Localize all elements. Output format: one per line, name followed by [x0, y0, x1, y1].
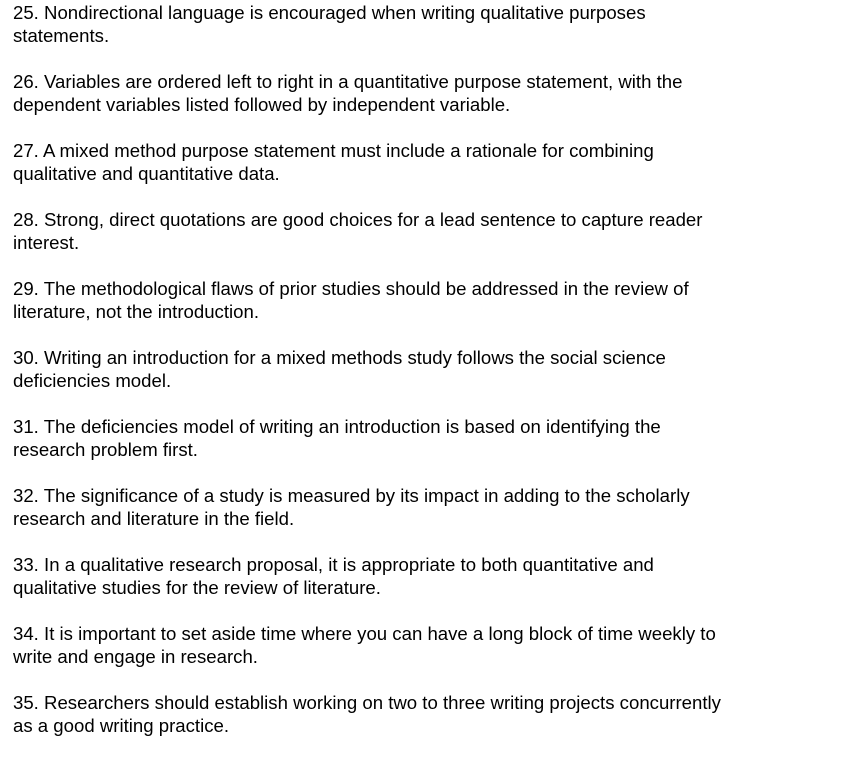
- question-item: [13, 622, 813, 668]
- question-text-continued: write and engage in research.: [13, 646, 258, 667]
- question-text: It is important to set aside time where you can have a long block of time weekly to: [44, 623, 716, 644]
- question-text: The significance of a study is measured by its impact in adding to the scholarly: [43, 485, 690, 506]
- question-item: [13, 553, 813, 599]
- question-item: [13, 277, 813, 323]
- question-text-continued: qualitative studies for the review of literature.: [13, 577, 381, 598]
- question-list: [13, 1, 813, 760]
- question-text-continued: research and literature in the field.: [13, 508, 295, 529]
- question-number: 30.: [13, 347, 39, 368]
- question-number: 27.: [13, 140, 39, 161]
- question-text: The methodological flaws of prior studies should be addressed in the review of: [43, 278, 689, 299]
- question-item: [13, 691, 813, 737]
- question-text-continued: statements.: [13, 25, 110, 46]
- question-item: [13, 346, 813, 392]
- question-text: Writing an introduction for a mixed methods study follows the social science: [44, 347, 666, 368]
- question-text-continued: deficiencies model.: [13, 370, 172, 391]
- question-item: [13, 70, 813, 116]
- question-text: A mixed method purpose statement must include a rationale for combining: [43, 140, 654, 161]
- question-number: 28.: [13, 209, 39, 230]
- question-number: 29.: [13, 278, 39, 299]
- question-text: Strong, direct quotations are good choices for a lead sentence to capture reader: [44, 209, 703, 230]
- question-text: Variables are ordered left to right in a quantitative purpose statement, with the: [44, 71, 683, 92]
- question-item: [13, 208, 813, 254]
- question-number: 26.: [13, 71, 39, 92]
- question-number: 32.: [13, 485, 39, 506]
- question-text: The deficiencies model of writing an introduction is based on identifying the: [43, 416, 661, 437]
- question-text-continued: as a good writing practice.: [13, 715, 230, 736]
- question-text-continued: dependent variables listed followed by independent variable.: [13, 94, 511, 115]
- question-number: 25.: [13, 2, 39, 23]
- question-item: [13, 484, 813, 530]
- question-text: In a qualitative research proposal, it is appropriate to both quantitative and: [44, 554, 654, 575]
- question-text: Researchers should establish working on two to three writing projects concurrently: [44, 692, 721, 713]
- question-text-continued: interest.: [13, 232, 80, 253]
- question-text: Nondirectional language is encouraged when writing qualitative purposes: [44, 2, 646, 23]
- question-item: [13, 139, 813, 185]
- question-text-continued: qualitative and quantitative data.: [13, 163, 280, 184]
- question-text-continued: research problem first.: [13, 439, 198, 460]
- question-number: 33.: [13, 554, 39, 575]
- question-number: 35.: [13, 692, 39, 713]
- question-item: [13, 415, 813, 461]
- question-number: 31.: [13, 416, 39, 437]
- question-item: [13, 1, 813, 47]
- question-text-continued: literature, not the introduction.: [13, 301, 259, 322]
- question-number: 34.: [13, 623, 39, 644]
